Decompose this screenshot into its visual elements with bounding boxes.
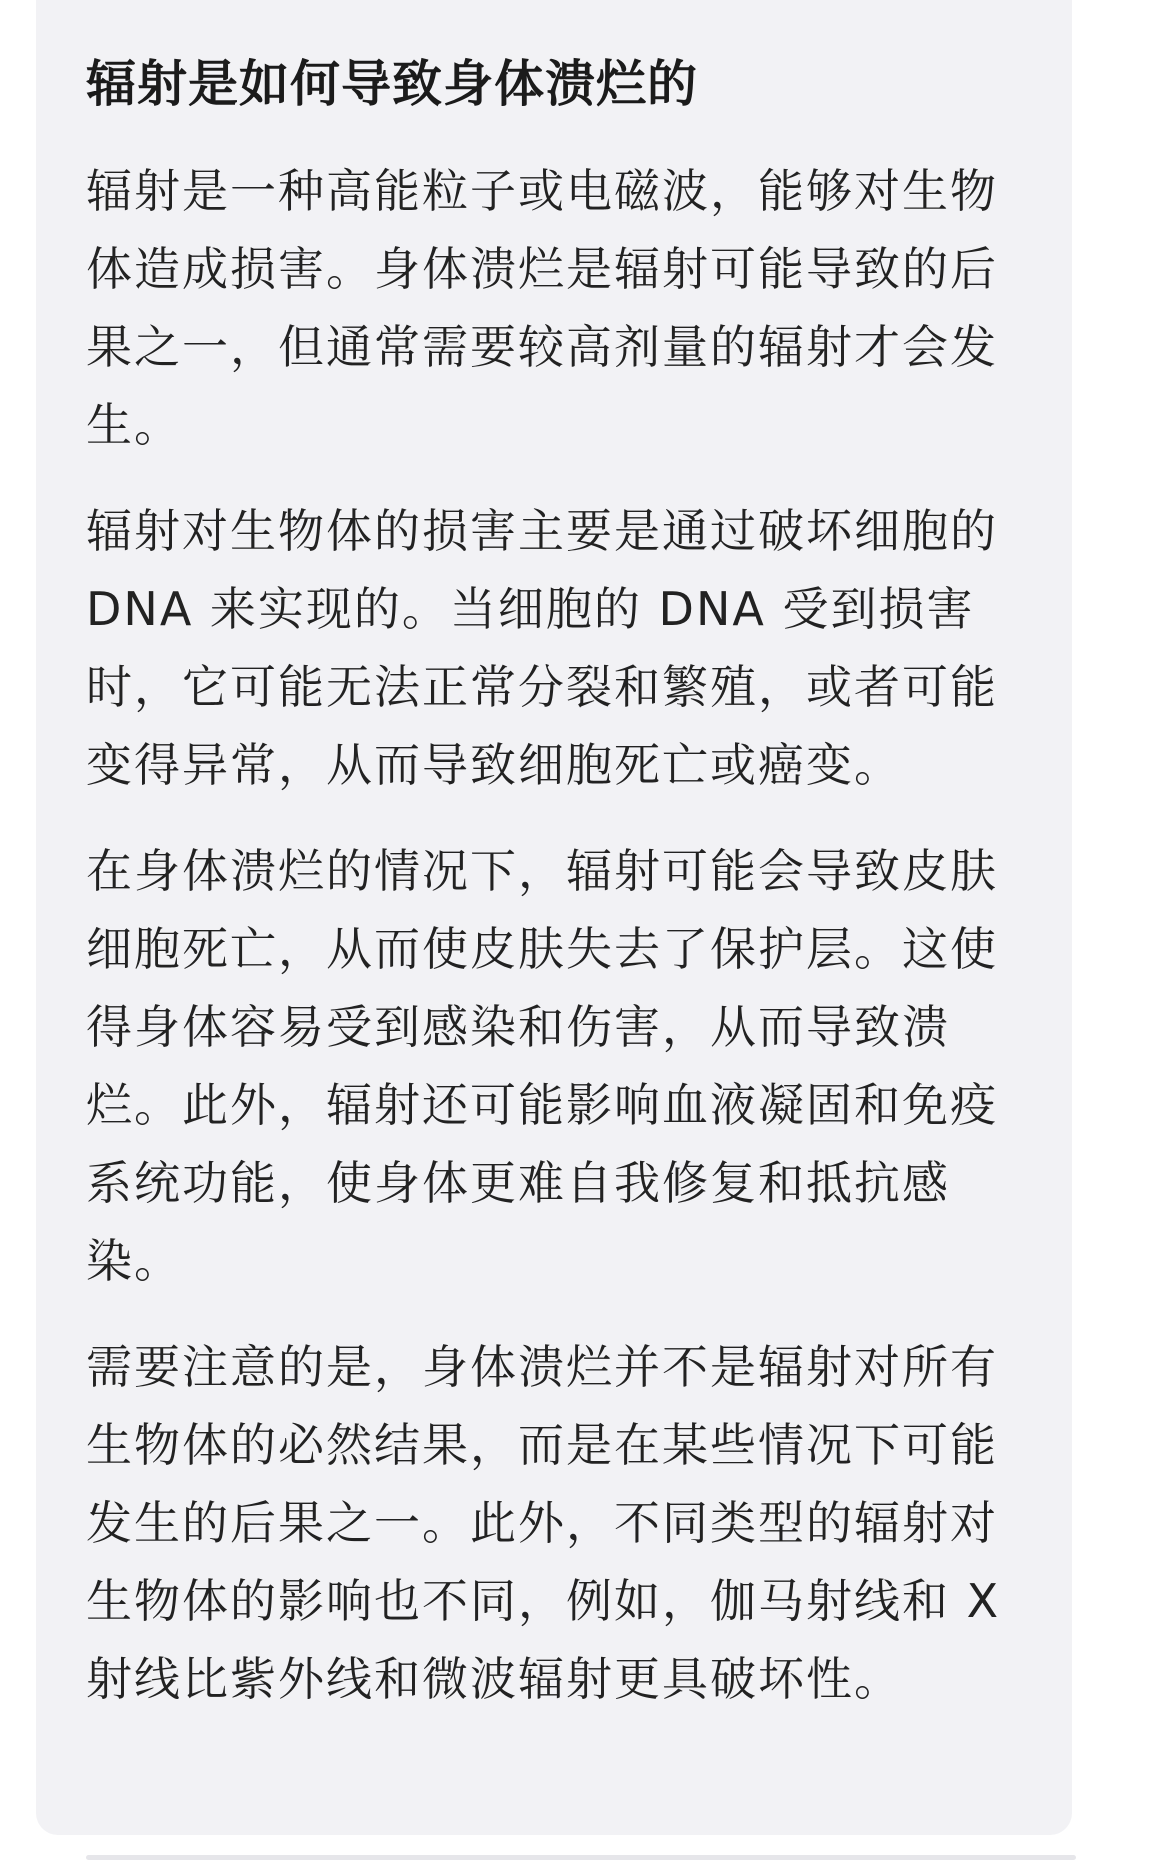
paragraph-1: 辐射是一种高能粒子或电磁波，能够对生物体造成损害。身体溃烂是辐射可能导致的后果之一，但通常需要较高剂量的辐射才会发生。	[86, 164, 998, 452]
cut-off-previous-line	[86, 0, 986, 4]
paragraph-3: 在身体溃烂的情况下，辐射可能会导致皮肤细胞死亡，从而使皮肤失去了保护层。这使得身体容易受到感染和伤害，从而导致溃烂。此外，辐射还可能影响血液凝固和免疫系统功能，使身体更难自我修复和抵抗感染。	[86, 844, 998, 1288]
next-item-edge	[86, 1855, 1076, 1860]
answer-content	[86, 50, 1016, 1746]
paragraph-2: 辐射对生物体的损害主要是通过破坏细胞的 DNA 来实现的。当细胞的 DNA 受到损害时，它可能无法正常分裂和繁殖，或者可能变得异常，从而导致细胞死亡或癌变。	[86, 504, 998, 792]
answer-title: 辐射是如何导致身体溃烂的	[86, 55, 698, 113]
paragraph-4: 需要注意的是，身体溃烂并不是辐射对所有生物体的必然结果，而是在某些情况下可能发生的后果之一。此外，不同类型的辐射对生物体的影响也不同，例如，伽马射线和 X 射线比紫外线和微波辐射更具破坏性。	[86, 1340, 1001, 1706]
